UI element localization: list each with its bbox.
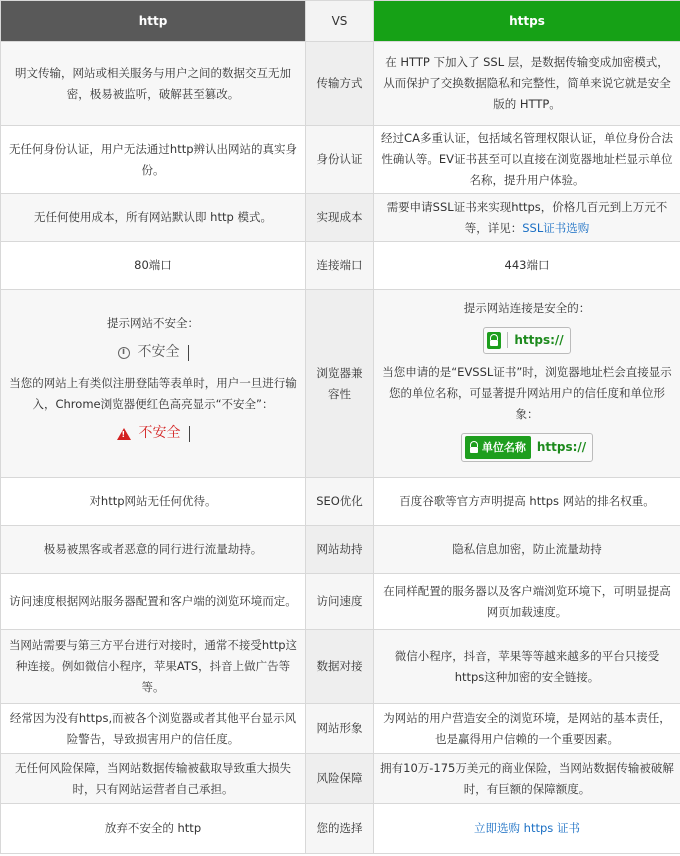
- http-cell: 无任何风险保障，当网站数据传输被截取导致重大损失时，只有网站运营者自己承担。: [1, 754, 306, 804]
- cursor-bar: [189, 426, 190, 442]
- http-cell: 明文传输，网站或相关服务与用户之间的数据交互无加密，极易被监听，破解甚至篡改。: [1, 42, 306, 126]
- https-cell: 经过CA多重认证，包括域名管理权限认证，单位身份合法性确认等。EV证书甚至可以直接在浏览器地址栏显示单位名称，提升用户体验。: [374, 126, 680, 194]
- https-cell: 百度谷歌等官方声明提高 https 网站的排名权重。: [374, 478, 680, 526]
- https-cell: 隐私信息加密，防止流量劫持: [374, 526, 680, 574]
- not-secure-badge-red: [113, 421, 194, 446]
- table-row: [1, 526, 680, 574]
- lock-icon: [467, 439, 479, 456]
- warning-triangle-icon: !: [117, 428, 131, 440]
- not-secure-label-red: 不安全: [138, 425, 181, 441]
- http-cell: 无任何身份认证，用户无法通过http辨认出网站的真实身份。: [1, 126, 306, 194]
- aspect-cell: SEO优化: [306, 478, 374, 526]
- table-row: [1, 630, 680, 704]
- http-cell: 放弃不安全的 http: [1, 804, 306, 854]
- not-secure-badge-grey: [114, 340, 193, 365]
- https-browser-intro: 提示网站连接是安全的：: [463, 300, 591, 315]
- table-row: [1, 478, 680, 526]
- https-cell: 拥有10万-175万美元的商业保险，当网站数据传输被破解时，有巨额的保障额度。: [374, 754, 680, 804]
- aspect-cell: 浏览器兼容性: [306, 290, 374, 478]
- lock-icon: [487, 332, 501, 349]
- http-cell: 访问速度根据网站服务器配置和客户端的浏览环境而定。: [1, 574, 306, 630]
- aspect-cell: 您的选择: [306, 804, 374, 854]
- table-row: [1, 754, 680, 804]
- buy-https-cert-link[interactable]: 立即选购 https 证书: [474, 821, 580, 835]
- aspect-cell: 网站形象: [306, 704, 374, 754]
- table-row: [1, 42, 680, 126]
- https-cell: 443端口: [374, 242, 680, 290]
- http-cell: 当网站需要与第三方平台进行对接时，通常不接受http这种连接。例如微信小程序，苹果ATS，抖音上做广告等等。: [1, 630, 306, 704]
- ev-address-bar: [461, 433, 593, 462]
- http-browser-note: 当您的网站上有类似注册登陆等表单时，用户一旦进行输入，Chrome浏览器便红色高亮显示“不安全”：: [9, 376, 297, 411]
- http-browser-cell: [1, 290, 306, 478]
- not-secure-label: 不安全: [137, 344, 180, 360]
- header-vs: VS: [306, 1, 374, 42]
- https-url-label: https://: [536, 439, 587, 454]
- https-cell: [374, 804, 680, 854]
- http-cell: 80端口: [1, 242, 306, 290]
- http-cell: 极易被黑客或者恶意的同行进行流量劫持。: [1, 526, 306, 574]
- http-browser-intro: 提示网站不安全：: [107, 316, 199, 330]
- info-icon: i: [118, 347, 130, 359]
- https-cell: 为网站的用户营造安全的浏览环境，是网站的基本责任，也是赢得用户信赖的一个重要因素。: [374, 704, 680, 754]
- https-cell: 微信小程序，抖音，苹果等等越来越多的平台只接受https这种加密的安全链接。: [374, 630, 680, 704]
- header-http: http: [1, 1, 306, 42]
- secure-address-bar: [483, 327, 570, 354]
- https-cell: 在 HTTP 下加入了 SSL 层，是数据传输变成加密模式，从而保护了交换数据隐私和完整性，简单来说它就是安全版的 HTTP。: [374, 42, 680, 126]
- org-name-label: 单位名称: [481, 440, 526, 454]
- ev-org-badge: [465, 436, 531, 459]
- http-cell: 无任何使用成本，所有网站默认即 http 模式。: [1, 194, 306, 242]
- http-cell: 经常因为没有https,而被各个浏览器或者其他平台显示风险警告，导致损害用户的信任度。: [1, 704, 306, 754]
- https-browser-cell: [374, 290, 680, 478]
- aspect-cell: 风险保障: [306, 754, 374, 804]
- https-browser-note: 当您申请的是“EVSSL证书”时，浏览器地址栏会直接显示您的单位名称，可显著提升网站用户的信任度和单位形象：: [382, 364, 672, 421]
- separator: [507, 332, 508, 348]
- aspect-cell: 传输方式: [306, 42, 374, 126]
- cursor-bar: [188, 345, 189, 361]
- ssl-buy-link[interactable]: SSL证书选购: [522, 220, 590, 235]
- https-cell: [374, 194, 680, 242]
- table-row: [1, 194, 680, 242]
- header-https: https: [374, 1, 680, 42]
- aspect-cell: 实现成本: [306, 194, 374, 242]
- table-row-browser: [1, 290, 680, 478]
- https-url-label: https://: [514, 332, 564, 347]
- table-row: [1, 574, 680, 630]
- table-row: [1, 804, 680, 854]
- table-row: [1, 126, 680, 194]
- https-cell: 在同样配置的服务器以及客户端浏览环境下，可明显提高网页加载速度。: [374, 574, 680, 630]
- aspect-cell: 身份认证: [306, 126, 374, 194]
- aspect-cell: 连接端口: [306, 242, 374, 290]
- table-row: [1, 704, 680, 754]
- aspect-cell: 数据对接: [306, 630, 374, 704]
- aspect-cell: 网站劫持: [306, 526, 374, 574]
- table-header-row: [1, 1, 680, 42]
- https-cell-text: 需要申请SSL证书来实现https，价格几百元到上万元不等，详见：: [386, 199, 668, 235]
- aspect-cell: 访问速度: [306, 574, 374, 630]
- http-cell: 对http网站无任何优待。: [1, 478, 306, 526]
- table-row: [1, 242, 680, 290]
